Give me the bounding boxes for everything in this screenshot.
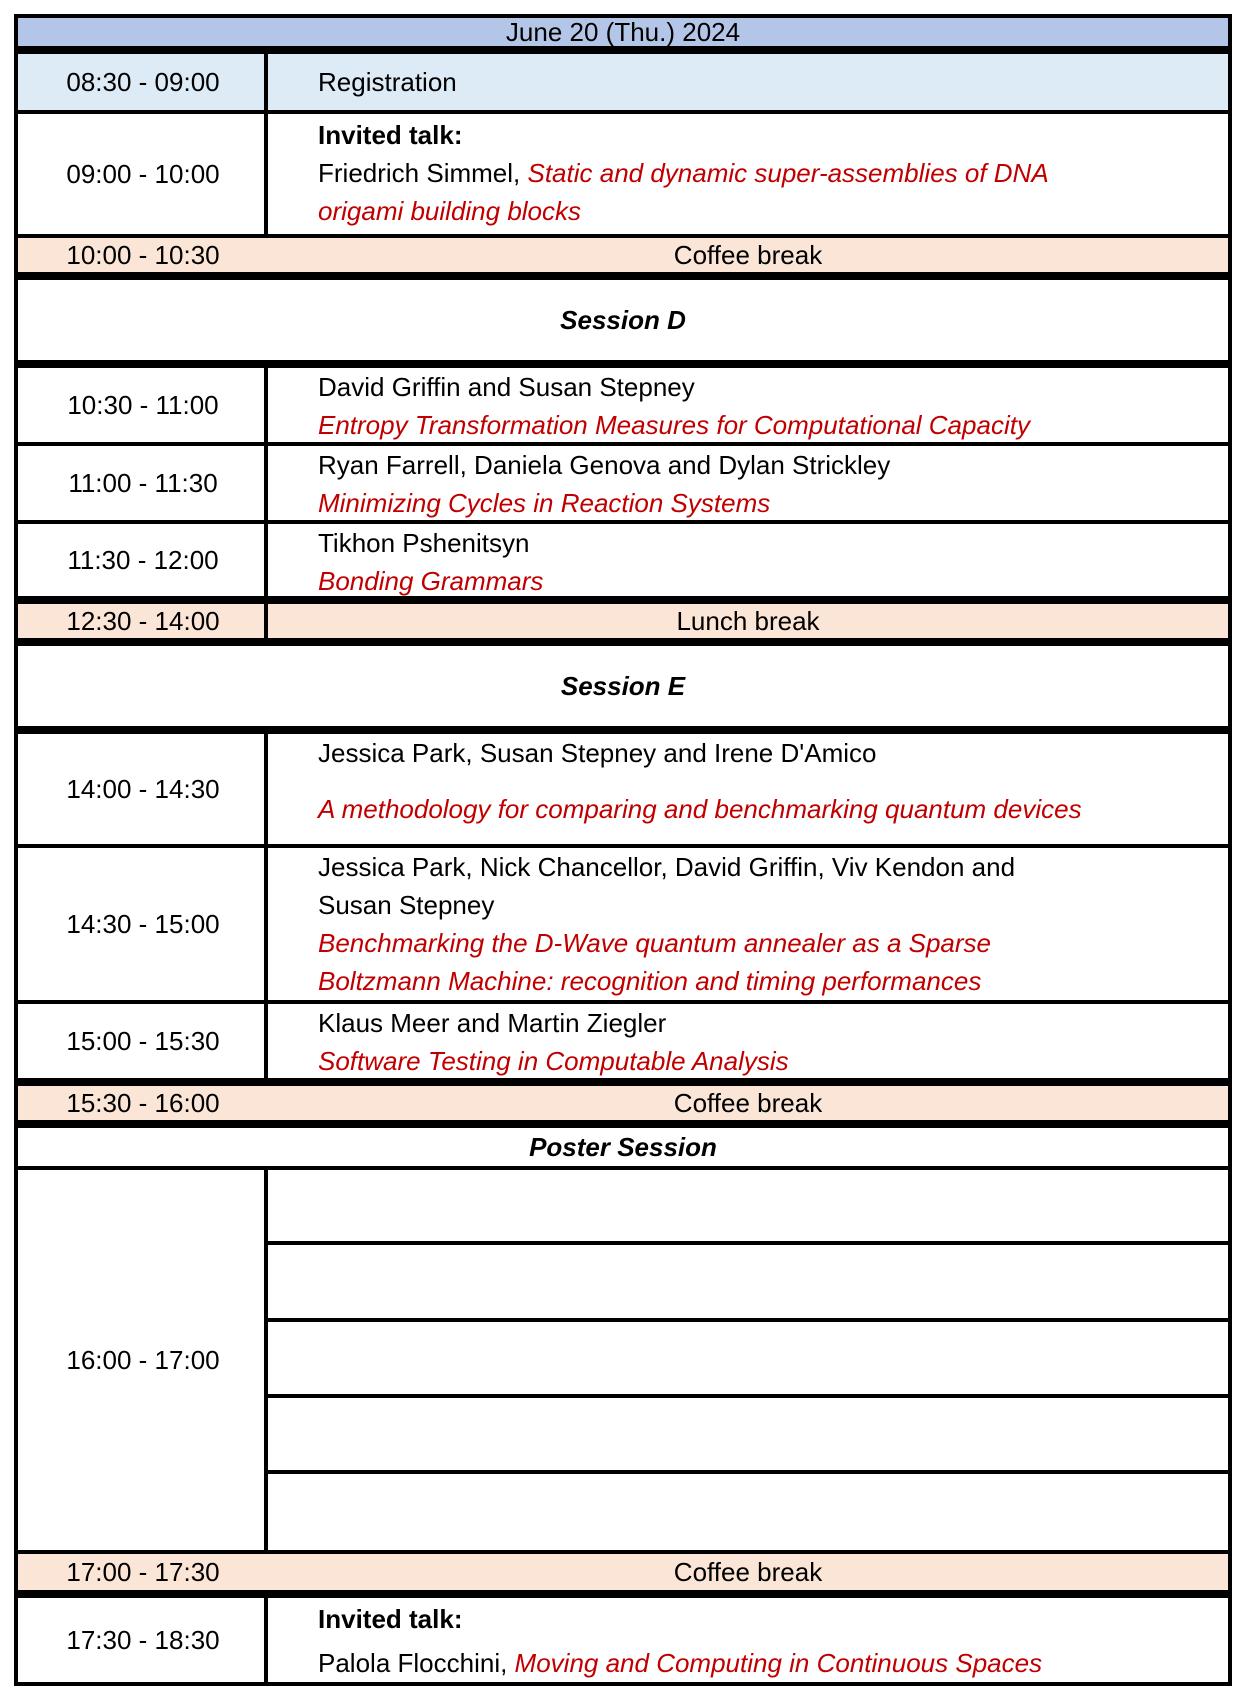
talk-authors: Jessica Park, Susan Stepney and Irene D'Amico [318,738,877,768]
poster-session-header [14,1124,1232,1170]
talk-time: 15:00 - 15:30 [66,1025,220,1056]
talk-authors-line2: Susan Stepney [318,890,495,920]
talk-time: 14:00 - 14:30 [66,773,220,804]
lunch-break-time: 12:30 - 14:00 [66,605,220,636]
session-d-label: Session D [560,304,686,335]
talk-title-line1: Benchmarking the D-Wave quantum annealer as a Sparse [318,928,992,958]
session-e-label: Session E [560,670,686,701]
invited-talk-1-heading: Invited talk: [318,120,463,150]
invited-talk-2-heading: Invited talk: [318,1604,463,1634]
registration-row [14,50,1232,114]
invited-talk-1-speaker: Friedrich Simmel, [318,158,528,188]
poster-slot-divider [268,1241,1228,1245]
invited-talk-1-title-line2: origami building blocks [318,196,582,226]
invited-talk-1-title-line1: Static and dynamic super-assemblies of DNA [527,158,1049,188]
invited-talk-2-speaker: Palola Flocchini, [318,1648,515,1678]
invited-talk-row-1 [14,110,1232,238]
registration-time: 08:30 - 09:00 [66,66,220,97]
talk-authors: Klaus Meer and Martin Ziegler [318,1008,667,1038]
lunch-break-row [14,600,1232,642]
talk-title: Minimizing Cycles in Reaction Systems [318,488,771,518]
poster-slot-divider [268,1470,1228,1474]
poster-session-label: Poster Session [529,1131,717,1162]
talk-time: 10:30 - 11:00 [67,389,219,420]
date-header [14,14,1232,50]
poster-session-block [14,1166,1232,1554]
talk-row [14,730,1232,848]
talk-authors: David Griffin and Susan Stepney [318,372,695,402]
coffee-break-row-1 [14,234,1232,276]
talk-row [14,442,1232,524]
poster-slot-divider [268,1318,1228,1322]
talk-title: Software Testing in Computable Analysis [318,1046,789,1076]
invited-talk-row-2 [14,1594,1232,1686]
coffee-break-3-label: Coffee break [673,1556,823,1587]
poster-slot-divider [268,1394,1228,1398]
invited-talk-2-title: Moving and Computing in Continuous Spaces [514,1648,1043,1678]
talk-time: 14:30 - 15:00 [66,908,220,939]
coffee-break-2-label: Coffee break [673,1087,823,1118]
poster-session-time: 16:00 - 17:00 [66,1344,220,1375]
talk-row [14,844,1232,1004]
talk-title-line2: Boltzmann Machine: recognition and timing performances [318,966,982,996]
talk-authors-line1: Jessica Park, Nick Chancellor, David Griffin, Viv Kendon and [318,852,1016,882]
session-d-header [14,276,1232,364]
lunch-break-label: Lunch break [676,605,820,636]
coffee-break-2-time: 15:30 - 16:00 [66,1087,220,1118]
talk-title: Bonding Grammars [318,566,544,596]
coffee-break-row-2 [14,1082,1232,1124]
talk-time: 11:30 - 12:00 [67,544,219,575]
talk-time: 11:00 - 11:30 [68,467,218,498]
registration-label: Registration [318,67,457,97]
coffee-break-1-time: 10:00 - 10:30 [66,239,220,270]
talk-title: A methodology for comparing and benchmarking quantum devices [318,794,1082,824]
talk-row [14,1000,1232,1082]
talk-authors: Tikhon Pshenitsyn [318,528,530,558]
coffee-break-row-3 [14,1550,1232,1594]
talk-authors: Ryan Farrell, Daniela Genova and Dylan Strickley [318,450,891,480]
invited-talk-2-time: 17:30 - 18:30 [66,1624,220,1655]
date-header-text: June 20 (Thu.) 2024 [505,16,741,47]
column-divider [264,1170,268,1550]
talk-row [14,364,1232,446]
session-e-header [14,642,1232,730]
schedule-table [14,14,1232,1686]
coffee-break-3-time: 17:00 - 17:30 [66,1556,220,1587]
talk-row [14,520,1232,600]
invited-talk-1-time: 09:00 - 10:00 [66,158,220,189]
talk-title: Entropy Transformation Measures for Computational Capacity [318,410,1030,440]
coffee-break-1-label: Coffee break [673,239,823,270]
